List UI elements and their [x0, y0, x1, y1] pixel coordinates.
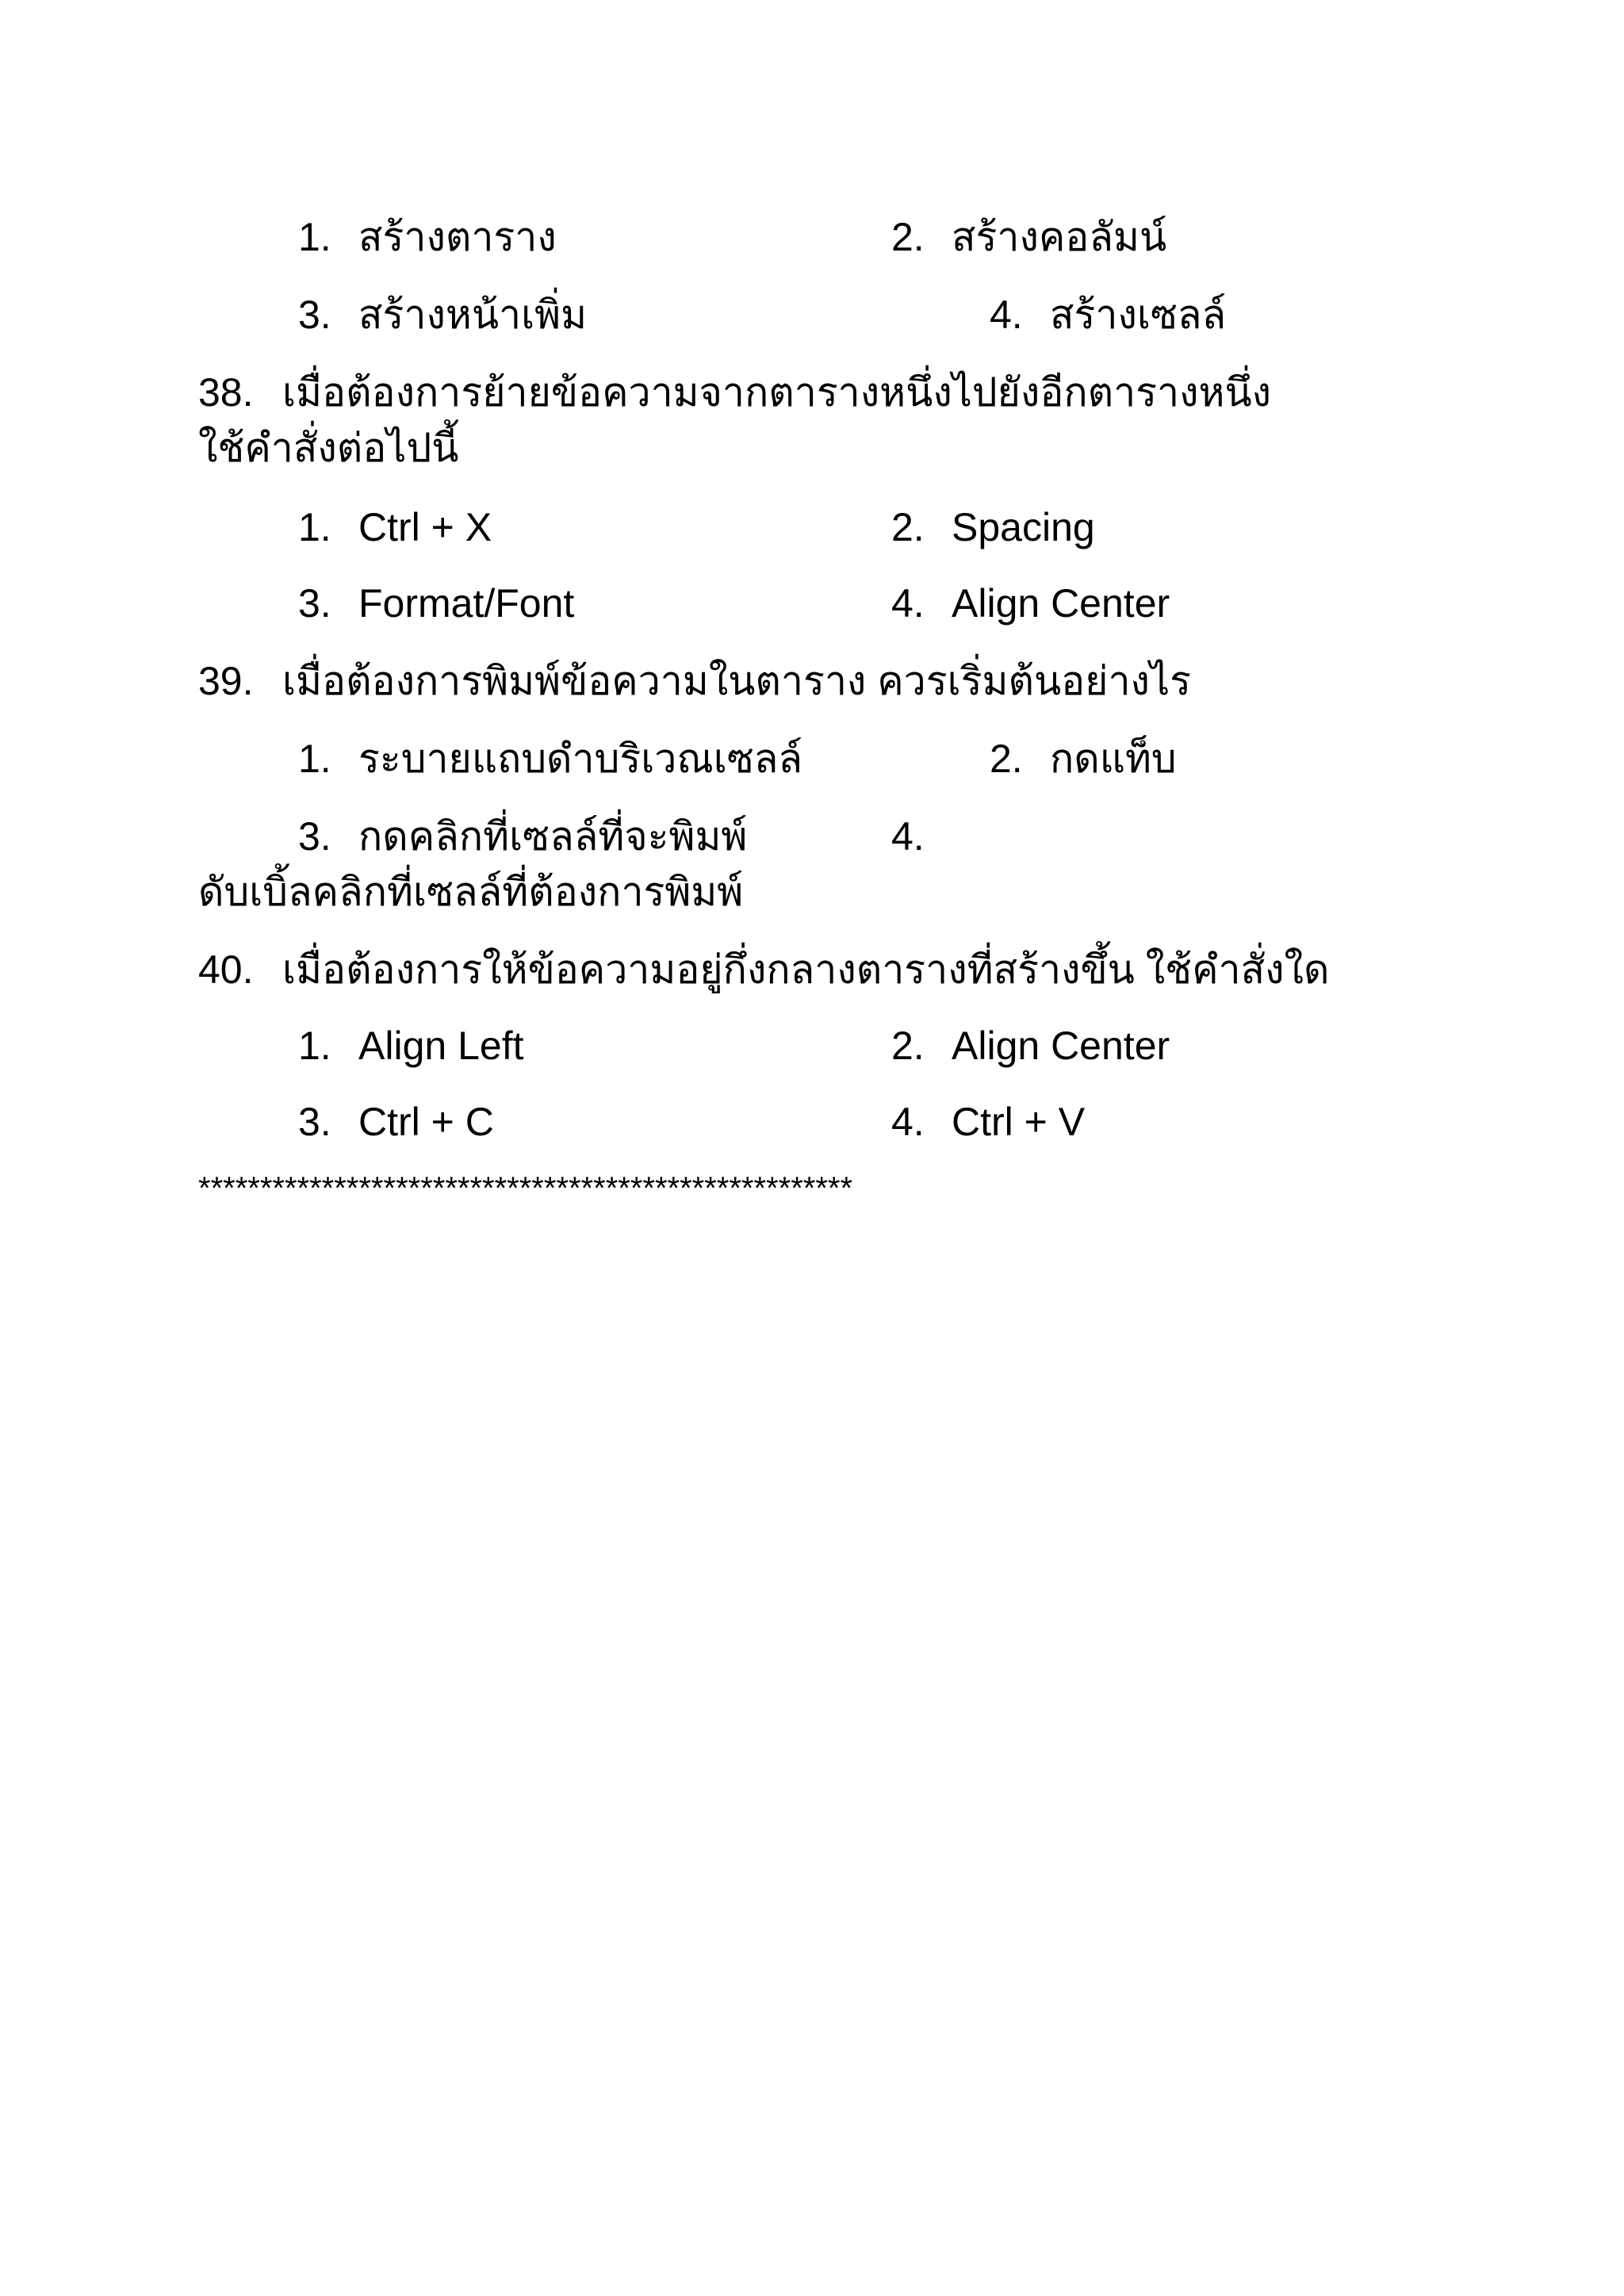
question-40	[198, 945, 1329, 994]
question-text: เมื่อต้องการพิมพ์ข้อความในตาราง ควรเริ่มต้นอย่างไร	[282, 659, 1191, 703]
question-number: 38.	[198, 370, 254, 415]
question-38-continuation	[198, 423, 458, 473]
option-text: กดคลิกที่เซลล์ที่จะพิมพ์	[358, 814, 748, 859]
option-number: 3.	[298, 1100, 331, 1144]
option-text: สร้างคอลัมน์	[952, 215, 1167, 259]
q40-option-2	[891, 1021, 1170, 1070]
option-number: 2.	[891, 505, 925, 549]
option-text: Ctrl + C	[358, 1100, 494, 1144]
q39-option-2	[990, 734, 1177, 783]
option-number: 4.	[891, 814, 925, 859]
option-text: Ctrl + V	[952, 1100, 1086, 1144]
option-number: 3.	[298, 581, 331, 626]
q39-option-1	[298, 734, 802, 783]
option-text: ระบายแถบดำบริเวณเซลล์	[358, 737, 803, 781]
option-number: 2.	[891, 1024, 925, 1068]
question-text: เมื่อต้องการให้ข้อความอยู่กึ่งกลางตารางที่สร้างขึ้น ใช้คำสั่งใด	[282, 947, 1330, 992]
question-39	[198, 656, 1191, 706]
option-number: 4.	[990, 293, 1023, 337]
question-text-continued: ใช้คำสั่งต่อไปนี้	[198, 426, 459, 470]
q39-option-4	[891, 812, 952, 861]
q40-option-4	[891, 1097, 1085, 1146]
q38-option-1	[298, 503, 492, 552]
q37-option-1	[298, 212, 557, 262]
q39-option-4-wrapped-text	[198, 867, 743, 916]
option-number: 1.	[298, 1024, 331, 1068]
option-text: Format/Font	[358, 581, 575, 626]
option-text: Align Center	[952, 1024, 1170, 1068]
question-number: 39.	[198, 659, 254, 703]
option-text: Ctrl + X	[358, 505, 492, 549]
q37-option-2	[891, 212, 1166, 262]
option-number: 2.	[990, 737, 1023, 781]
option-text: กดแท็บ	[1050, 737, 1177, 781]
q40-option-1	[298, 1021, 523, 1070]
q37-option-3	[298, 290, 587, 339]
option-text: Align Center	[952, 581, 1170, 626]
q39-option-3	[298, 812, 747, 861]
option-text: Align Left	[358, 1024, 524, 1068]
option-text: สร้างหน้าเพิ่ม	[358, 293, 588, 337]
question-text: เมื่อต้องการย้ายข้อความจากตารางหนึ่งไปยังอีกตารางหนึ่ง	[282, 370, 1272, 415]
option-number: 4.	[891, 1100, 925, 1144]
end-of-section-marker: *****************************************************	[198, 1171, 853, 1206]
option-number: 4.	[891, 581, 925, 626]
q40-option-3	[298, 1097, 494, 1146]
question-number: 40.	[198, 947, 254, 992]
option-number: 2.	[891, 215, 925, 259]
option-number: 1.	[298, 215, 331, 259]
option-text: สร้างตาราง	[358, 215, 557, 259]
q38-option-2	[891, 503, 1095, 552]
q38-option-3	[298, 579, 574, 628]
q38-option-4	[891, 579, 1170, 628]
option-text: ดับเบิ้ลคลิกที่เซลล์ที่ต้องการพิมพ์	[198, 870, 744, 914]
option-text: สร้างเซลล์	[1050, 293, 1227, 337]
q37-option-4	[990, 290, 1226, 339]
option-number: 3.	[298, 293, 331, 337]
option-number: 3.	[298, 814, 331, 859]
option-text: Spacing	[952, 505, 1095, 549]
option-number: 1.	[298, 505, 331, 549]
question-38	[198, 368, 1271, 417]
option-number: 1.	[298, 737, 331, 781]
